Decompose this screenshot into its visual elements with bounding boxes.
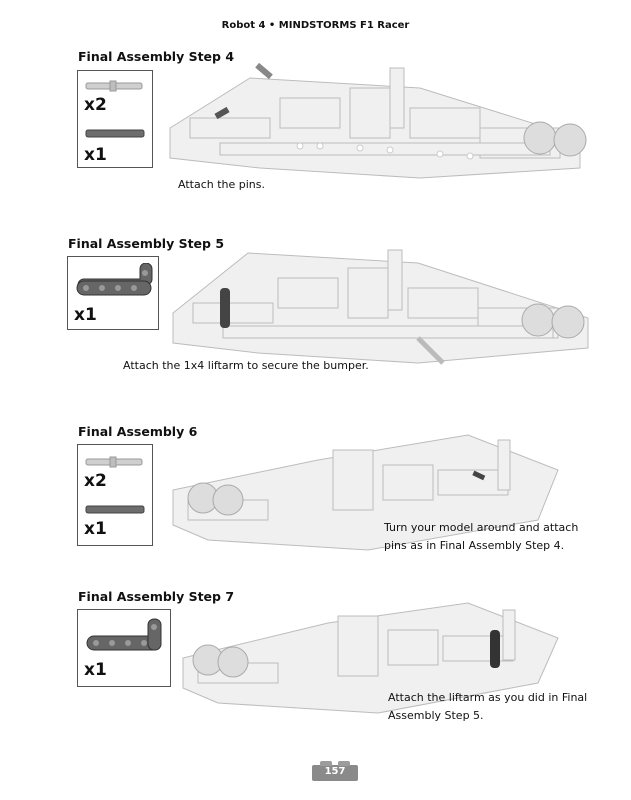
liftarm-icon bbox=[84, 616, 164, 656]
caption-line: Turn your model around and attach bbox=[384, 521, 579, 534]
step-caption bbox=[384, 519, 578, 555]
parts-box bbox=[77, 609, 171, 687]
step-title: Final Assembly Step 4 bbox=[78, 49, 235, 64]
page-number-brick bbox=[312, 765, 358, 781]
liftarm-icon bbox=[74, 263, 154, 299]
part-qty: x1 bbox=[84, 660, 107, 680]
page-header: Robot 4 • MINDSTORMS F1 Racer bbox=[221, 20, 410, 31]
light-pin-icon bbox=[84, 79, 144, 93]
step-caption: Attach the pins. bbox=[178, 178, 266, 191]
part-qty: x1 bbox=[74, 305, 97, 325]
caption-line: Attach the liftarm as you did in Final bbox=[388, 691, 588, 704]
caption-line: Assembly Step 5. bbox=[388, 709, 484, 722]
step-title: Final Assembly Step 7 bbox=[78, 589, 235, 604]
part-qty: x2 bbox=[84, 95, 107, 115]
parts-box bbox=[77, 444, 153, 546]
step-caption: Attach the 1x4 liftarm to secure the bumper. bbox=[123, 359, 369, 372]
part-qty: x2 bbox=[84, 471, 107, 491]
parts-box bbox=[67, 256, 159, 330]
page-number: 157 bbox=[324, 766, 346, 777]
part-qty: x1 bbox=[84, 519, 107, 539]
car-model-image bbox=[160, 58, 600, 188]
step-title: Final Assembly 6 bbox=[78, 424, 198, 439]
light-pin-icon bbox=[84, 455, 144, 469]
part-qty: x1 bbox=[84, 145, 107, 165]
car-model-image bbox=[168, 238, 598, 373]
step-caption bbox=[388, 689, 587, 725]
dark-axle-icon bbox=[84, 503, 146, 515]
caption-line: pins as in Final Assembly Step 4. bbox=[384, 539, 565, 552]
step-title: Final Assembly Step 5 bbox=[68, 236, 225, 251]
parts-box bbox=[77, 70, 153, 168]
dark-axle-icon bbox=[84, 127, 146, 139]
